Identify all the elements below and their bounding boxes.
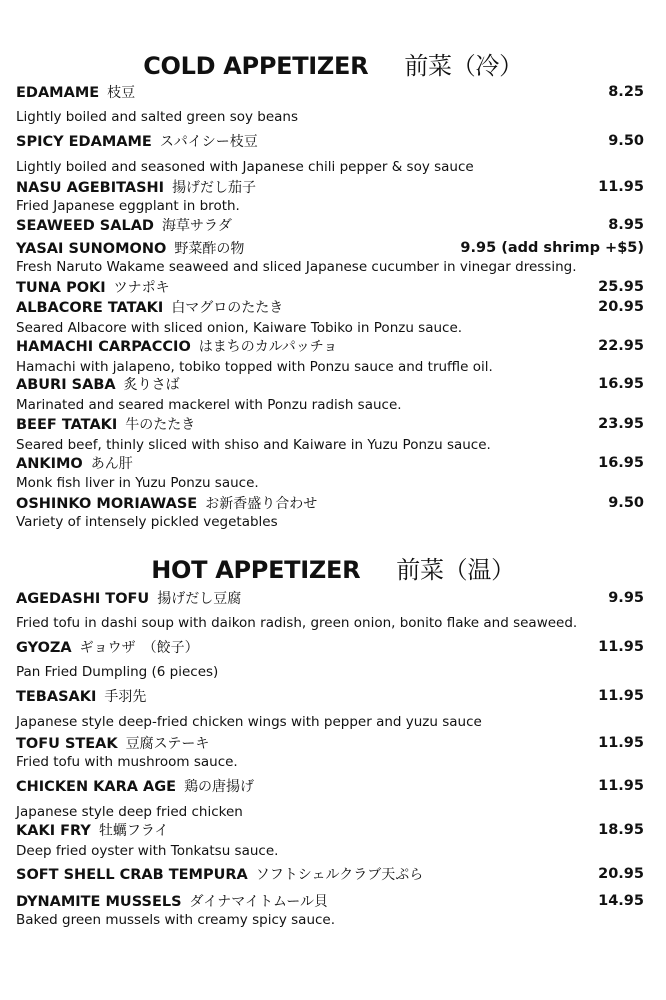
item-price: 11.95: [598, 735, 644, 751]
item-description: Fresh Naruto Wakame seaweed and sliced Japanese cucumber in vinegar dressing.: [16, 259, 577, 275]
menu-item: [16, 820, 644, 840]
item-name: OSHINKO MORIAWASE: [16, 496, 198, 512]
item-price: 11.95: [598, 639, 644, 655]
cold-appetizer-title: [0, 46, 666, 81]
item-name: NASU AGEBITASHI: [16, 180, 165, 196]
menu-item: [16, 493, 644, 513]
menu-item: [16, 238, 644, 258]
item-name-jp: お新香盛り合わせ: [205, 496, 318, 512]
item-name-jp: あん肝: [90, 456, 133, 472]
menu-item: [16, 414, 644, 434]
item-name: KAKI FRY: [16, 823, 91, 839]
menu-item: [16, 297, 644, 317]
hot-appetizer-title: [0, 550, 666, 585]
item-name: TOFU STEAK: [16, 736, 118, 752]
cold-title-jp: 前菜（冷）: [404, 52, 523, 80]
item-name-jp: スパイシー枝豆: [159, 134, 258, 150]
item-name: ABURI SABA: [16, 377, 116, 393]
item-name-jp: 海草サラダ: [161, 218, 232, 234]
menu-item: [16, 277, 644, 297]
item-name: YASAI SUNOMONO: [16, 241, 167, 257]
item-description: Variety of intensely pickled vegetables: [16, 514, 278, 530]
item-description: Lightly boiled and seasoned with Japanese chili pepper & soy sauce: [16, 159, 474, 175]
menu-item: [16, 864, 644, 884]
item-price: 11.95: [598, 688, 644, 704]
item-name: BEEF TATAKI: [16, 417, 118, 433]
menu-item: [16, 177, 644, 197]
item-description: Seared Albacore with sliced onion, Kaiware Tobiko in Ponzu sauce.: [16, 320, 463, 336]
item-price: 23.95: [598, 416, 644, 432]
item-name-jp: 白マグロのたたき: [171, 300, 284, 316]
item-description: Japanese style deep fried chicken: [16, 804, 243, 820]
menu-item: [16, 637, 644, 657]
item-description: Japanese style deep-fried chicken wings with pepper and yuzu sauce: [16, 714, 482, 730]
item-name-jp: ソフトシェルクラブ天ぷら: [255, 867, 424, 883]
hot-title-en: HOT APPETIZER: [151, 556, 361, 584]
item-name: SEAWEED SALAD: [16, 218, 154, 234]
item-name: EDAMAME: [16, 85, 100, 101]
item-name-jp: 炙りさば: [123, 377, 180, 393]
item-name: CHICKEN KARA AGE: [16, 779, 177, 795]
hot-title-jp: 前菜（温）: [396, 556, 515, 584]
menu-item: [16, 336, 644, 356]
item-name: ALBACORE TATAKI: [16, 300, 164, 316]
item-name-jp: 揚げだし茄子: [172, 180, 257, 196]
menu-item: [16, 686, 644, 706]
menu-item: [16, 82, 644, 102]
item-description: Hamachi with jalapeno, tobiko topped with Ponzu sauce and truffle oil.: [16, 359, 493, 375]
item-name: DYNAMITE MUSSELS: [16, 894, 182, 910]
item-name-jp: 揚げだし豆腐: [157, 591, 242, 607]
item-price: 9.95: [608, 590, 644, 606]
item-name-jp: 牛のたたき: [125, 417, 196, 433]
item-price: 8.95: [608, 217, 644, 233]
item-price: 20.95: [598, 299, 644, 315]
item-name: SPICY EDAMAME: [16, 134, 152, 150]
item-description: Pan Fried Dumpling (6 pieces): [16, 664, 219, 680]
cold-title-en: COLD APPETIZER: [143, 52, 369, 80]
item-price: 16.95: [598, 376, 644, 392]
item-description: Marinated and seared mackerel with Ponzu radish sauce.: [16, 397, 402, 413]
item-description: Fried Japanese eggplant in broth.: [16, 198, 240, 214]
item-description: Deep fried oyster with Tonkatsu sauce.: [16, 843, 279, 859]
item-description: Lightly boiled and salted green soy beans: [16, 109, 299, 125]
item-description: Seared beef, thinly sliced with shiso and Kaiware in Yuzu Ponzu sauce.: [16, 437, 491, 453]
item-name-jp: 枝豆: [107, 85, 136, 101]
item-price: 20.95: [598, 866, 644, 882]
item-price: 9.50: [608, 495, 644, 511]
item-price: 8.25: [608, 84, 644, 100]
menu-item: [16, 588, 644, 608]
item-name: ANKIMO: [16, 456, 83, 472]
item-price: 22.95: [598, 338, 644, 354]
menu-item: [16, 131, 644, 151]
item-name-jp: 鶏の唐揚げ: [184, 779, 255, 795]
item-name: SOFT SHELL CRAB TEMPURA: [16, 867, 248, 883]
item-name-jp: 牡蠣フライ: [98, 823, 169, 839]
item-description: Baked green mussels with creamy spicy sauce.: [16, 912, 336, 928]
item-name: AGEDASHI TOFU: [16, 591, 150, 607]
item-price: 18.95: [598, 822, 644, 838]
item-price: 14.95: [598, 893, 644, 909]
item-price: 11.95: [598, 179, 644, 195]
item-description: Fried tofu with mushroom sauce.: [16, 754, 238, 770]
item-name: GYOZA: [16, 640, 72, 656]
item-name-jp: 豆腐ステーキ: [125, 736, 210, 752]
item-price: 25.95: [598, 279, 644, 295]
item-name-jp: 手羽先: [104, 689, 147, 705]
item-description: Monk fish liver in Yuzu Ponzu sauce.: [16, 475, 259, 491]
menu-item: [16, 215, 644, 235]
menu-item: [16, 733, 644, 753]
item-name-jp: ギョウザ （餃子）: [79, 640, 199, 656]
item-name: TUNA POKI: [16, 280, 106, 296]
item-name-jp: ツナポキ: [113, 280, 170, 296]
item-price: 16.95: [598, 455, 644, 471]
item-name-jp: 野菜酢の物: [174, 241, 245, 257]
menu-item: [16, 453, 644, 473]
item-description: Fried tofu in dashi soup with daikon radish, green onion, bonito flake and seaweed.: [16, 615, 578, 631]
menu-item: [16, 776, 644, 796]
menu-item: [16, 891, 644, 911]
item-price: 9.95 (add shrimp +$5): [460, 240, 644, 256]
item-name: HAMACHI CARPACCIO: [16, 339, 191, 355]
menu-item: [16, 374, 644, 394]
item-price: 9.50: [608, 133, 644, 149]
item-name-jp: ダイナマイトムール貝: [189, 894, 329, 910]
item-name-jp: はまちのカルパッチョ: [198, 339, 338, 355]
item-name: TEBASAKI: [16, 689, 97, 705]
item-price: 11.95: [598, 778, 644, 794]
